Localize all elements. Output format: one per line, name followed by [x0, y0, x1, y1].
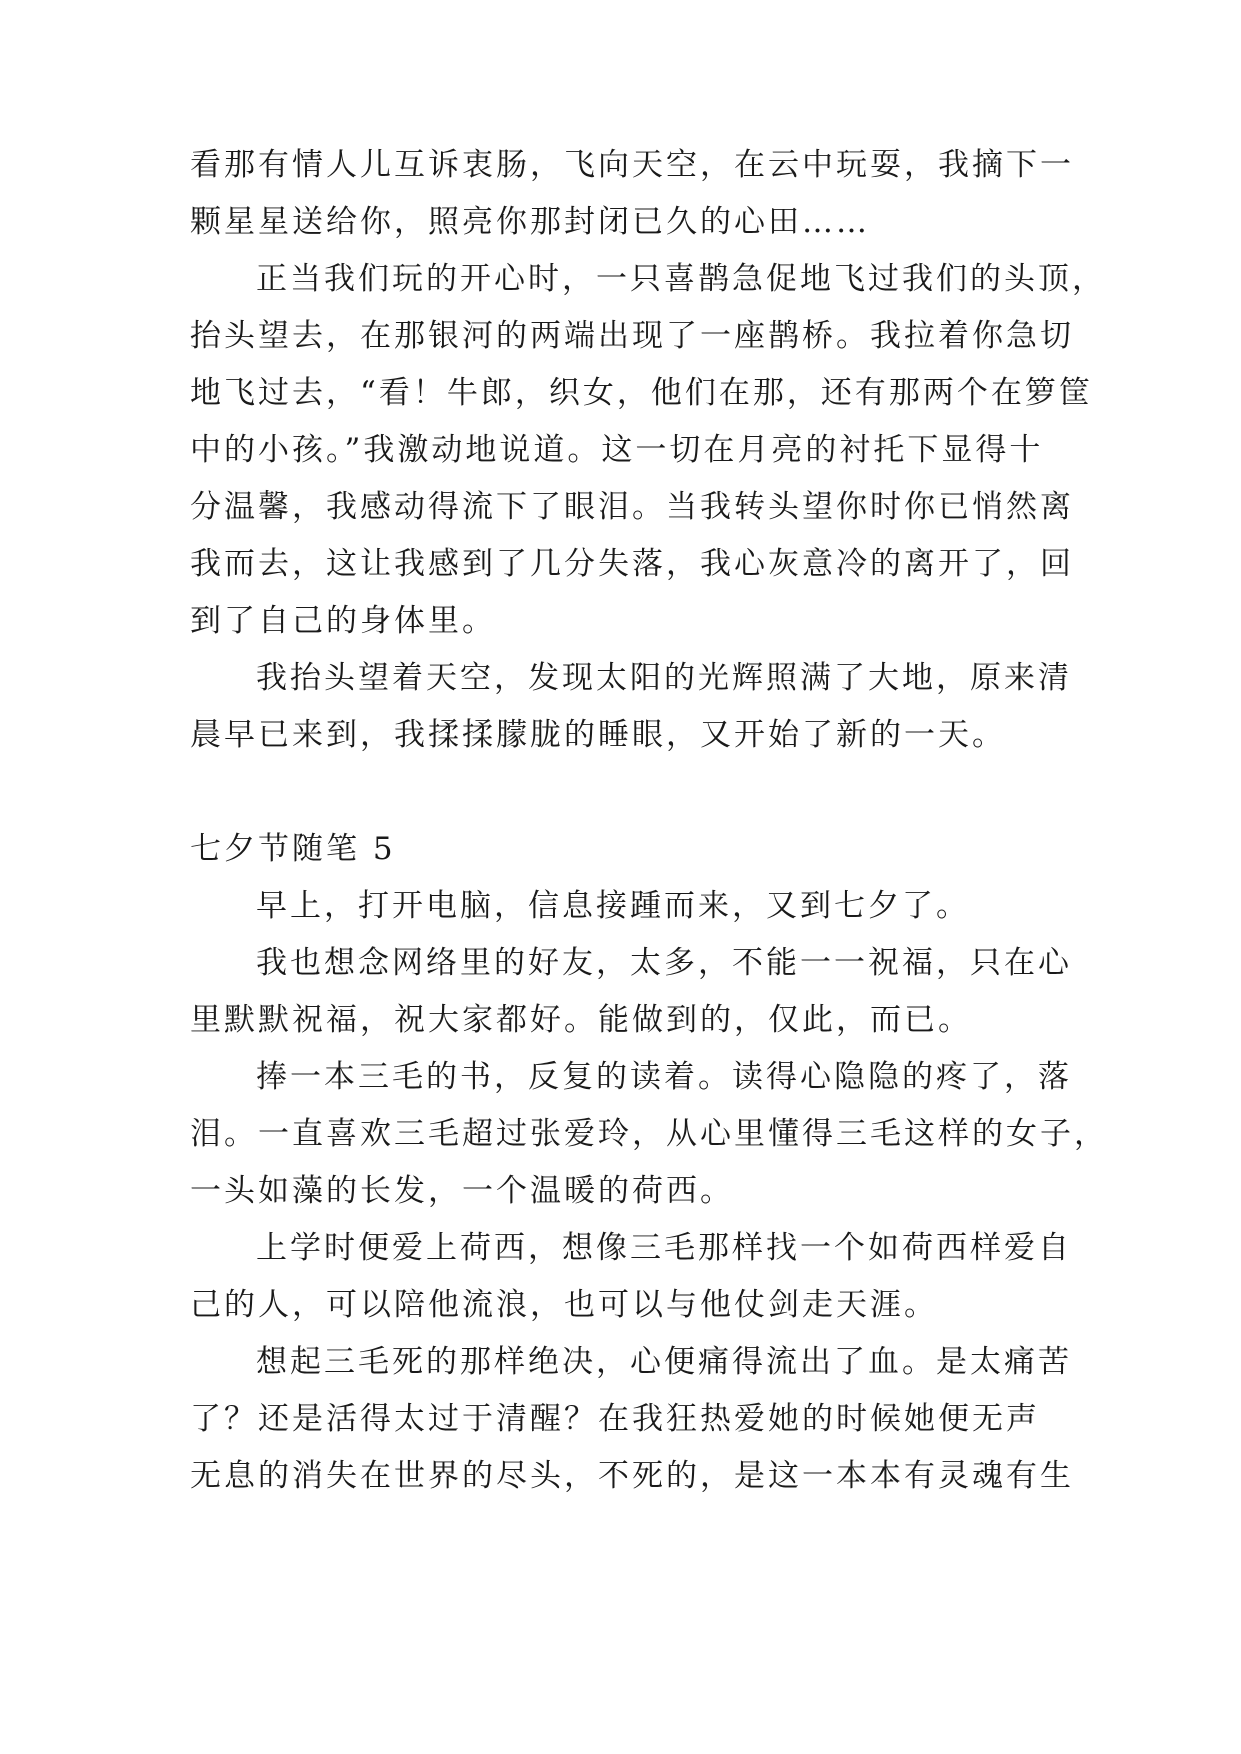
paragraph-line: 正当我们玩的开心时，一只喜鹊急促地飞过我们的头顶， [256, 261, 1106, 297]
paragraph-line: 分温馨，我感动得流下了眼泪。当我转头望你时你已悄然离 [190, 489, 1074, 525]
paragraph-line: 我也想念网络里的好友，太多，不能一一祝福，只在心 [256, 945, 1072, 981]
paragraph-line: 一头如藻的长发，一个温暖的荷西。 [190, 1173, 734, 1209]
paragraph-line: 中的小孩。”我激动地说道。这一切在月亮的衬托下显得十 [190, 432, 1044, 468]
paragraph-line: 到了自己的身体里。 [190, 603, 496, 639]
section-title: 七夕节随笔 5 [190, 831, 396, 867]
paragraph-line: 抬头望去，在那银河的两端出现了一座鹊桥。我拉着你急切 [190, 318, 1074, 354]
paragraph-line: 早上，打开电脑，信息接踵而来，又到七夕了。 [256, 888, 970, 924]
paragraph-line: 我抬头望着天空，发现太阳的光辉照满了大地，原来清 [256, 660, 1072, 696]
paragraph-line: 想起三毛死的那样绝决，心便痛得流出了血。是太痛苦 [256, 1344, 1072, 1380]
paragraph-line: 上学时便爱上荷西，想像三毛那样找一个如荷西样爱自 [256, 1230, 1072, 1266]
paragraph-line: 颗星星送给你，照亮你那封闭已久的心田…… [190, 204, 870, 240]
paragraph-line: 了？还是活得太过于清醒？在我狂热爱她的时候她便无声 [190, 1401, 1040, 1437]
paragraph-line: 无息的消失在世界的尽头，不死的，是这一本本有灵魂有生 [190, 1458, 1074, 1494]
paragraph-line: 地飞过去，“看！牛郎，织女，他们在那，还有那两个在箩筐 [190, 375, 1093, 411]
paragraph-line: 晨早已来到，我揉揉朦胧的睡眼，又开始了新的一天。 [190, 717, 1006, 753]
paragraph-line: 我而去，这让我感到了几分失落，我心灰意冷的离开了，回 [190, 546, 1074, 582]
paragraph-line: 捧一本三毛的书，反复的读着。读得心隐隐的疼了，落 [256, 1059, 1072, 1095]
paragraph-line: 己的人，可以陪他流浪，也可以与他仗剑走天涯。 [190, 1287, 938, 1323]
paragraph-line: 里默默祝福，祝大家都好。能做到的，仅此，而已。 [190, 1002, 972, 1038]
paragraph-line: 看那有情人儿互诉衷肠，飞向天空，在云中玩耍，我摘下一 [190, 147, 1074, 183]
paragraph-line: 泪。一直喜欢三毛超过张爱玲，从心里懂得三毛这样的女子， [190, 1116, 1108, 1152]
